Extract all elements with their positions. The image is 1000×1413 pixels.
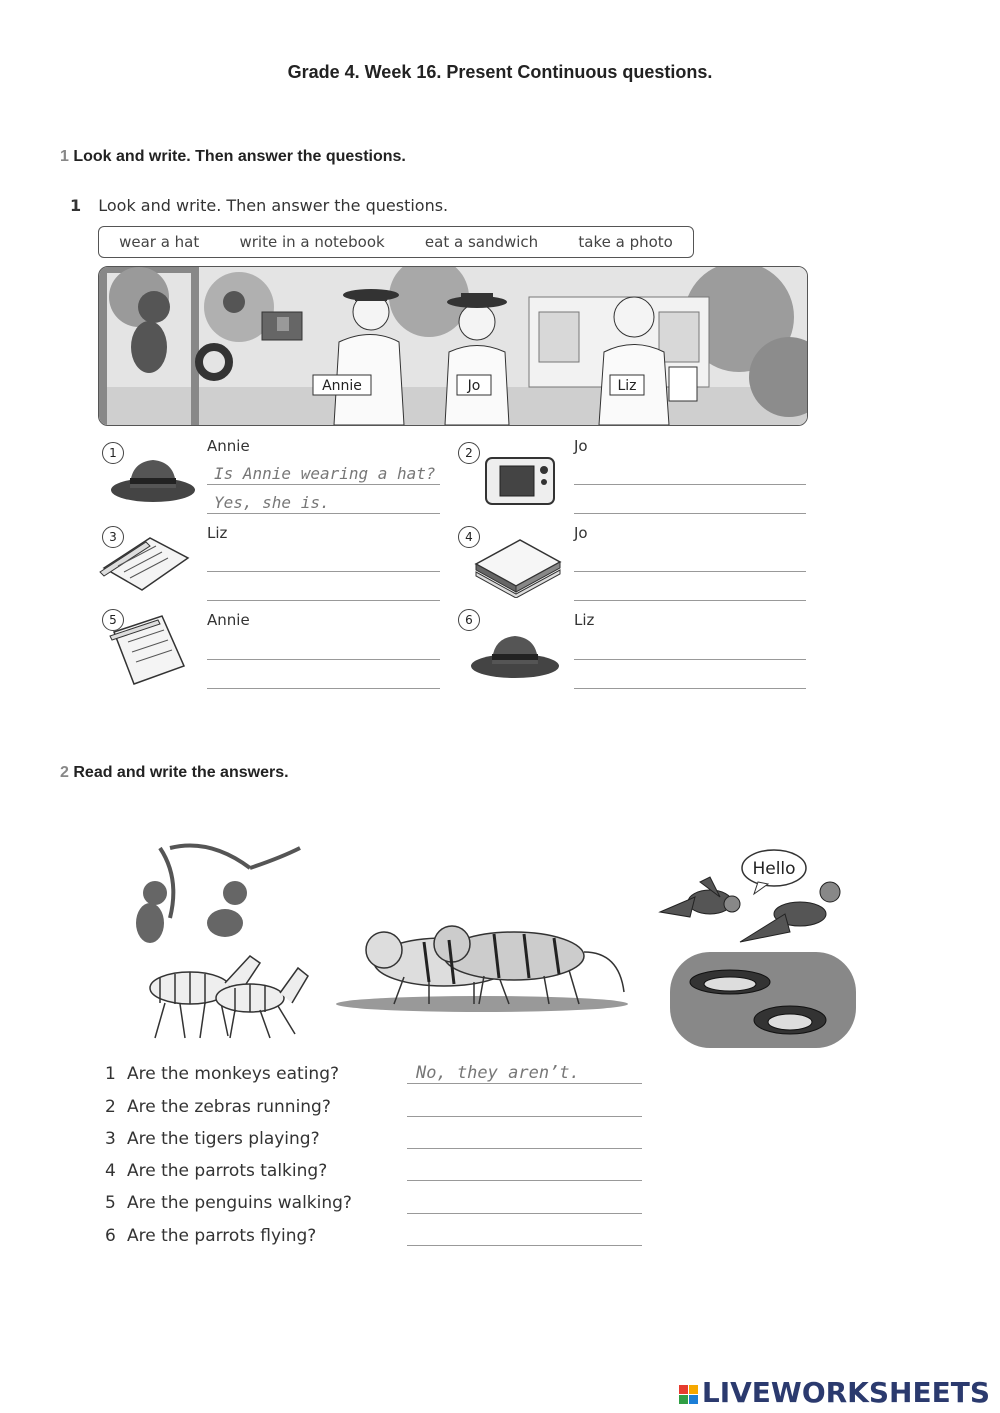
section1-heading-text: Look and write. Then answer the questions.	[73, 148, 406, 165]
question-text: Are the monkeys eating?	[127, 1064, 340, 1084]
answer-field-1[interactable]: No, they aren’t.	[416, 1063, 580, 1083]
answer-line	[407, 1116, 642, 1117]
scene-label-jo: Jo	[467, 378, 481, 394]
phrase-box	[98, 226, 694, 258]
exercise-name: Liz	[574, 611, 595, 629]
speech-bubble-text: Hello	[752, 859, 796, 879]
exercise-number: 3	[102, 526, 124, 548]
sandwich-icon	[470, 534, 564, 598]
zoo-scene-illustration	[98, 266, 808, 426]
exercise-number: 5	[102, 609, 124, 631]
liveworksheets-logo[interactable]	[679, 1376, 990, 1409]
exercise-number: 2	[458, 442, 480, 464]
logo-square-blue-icon	[689, 1395, 698, 1404]
answer-line	[407, 1213, 642, 1214]
exercise-name: Annie	[207, 611, 250, 629]
scene-label-liz: Liz	[617, 378, 637, 394]
question-row	[105, 1064, 339, 1084]
question-text: Are the parrots flying?	[127, 1226, 317, 1246]
answer-line	[574, 484, 806, 485]
section1-heading	[60, 148, 406, 166]
answer-line	[574, 659, 806, 660]
answer-line	[207, 600, 440, 601]
hat-icon	[468, 628, 562, 684]
question-number: 4	[105, 1161, 116, 1181]
section2-heading	[60, 764, 289, 782]
camera-icon	[482, 452, 558, 508]
tigers-illustration	[334, 912, 630, 1012]
exercise-name: Liz	[207, 524, 228, 542]
answer-line	[574, 513, 806, 514]
scene-label-annie: Annie	[322, 378, 362, 394]
answer-line	[407, 1245, 642, 1246]
question-row	[105, 1226, 316, 1246]
hat-icon	[108, 452, 198, 508]
parrots-and-penguins-illustration	[650, 842, 860, 1048]
phrase-item: eat a sandwich	[424, 233, 539, 251]
section1-number: 1	[60, 148, 69, 165]
question-number: 2	[105, 1097, 116, 1117]
question-text: Are the penguins walking?	[127, 1193, 352, 1213]
question-row	[105, 1097, 331, 1117]
question-text: Are the zebras running?	[127, 1097, 331, 1117]
question-number: 6	[105, 1226, 116, 1246]
notebook-icon	[98, 528, 190, 594]
phrase-item: wear a hat	[119, 233, 200, 251]
section2-number: 2	[60, 764, 69, 781]
phrase-item: take a photo	[578, 233, 673, 251]
logo-square-yellow-icon	[689, 1385, 698, 1394]
question-row	[105, 1193, 352, 1213]
phrase-item: write in a notebook	[239, 233, 385, 251]
logo-square-green-icon	[679, 1395, 688, 1404]
answer-line	[207, 659, 440, 660]
exercise-name: Jo	[574, 524, 588, 542]
exercise-name: Annie	[207, 437, 250, 455]
answer-line	[407, 1083, 642, 1084]
answer-line	[574, 600, 806, 601]
answer-line	[574, 571, 806, 572]
exercise-number: 4	[458, 526, 480, 548]
page-title: Grade 4. Week 16. Present Continuous questions.	[287, 62, 713, 82]
zoo-scene-drawing	[99, 267, 807, 425]
answer-line	[407, 1148, 642, 1149]
question-row	[105, 1129, 320, 1149]
book-heading	[70, 196, 448, 215]
section2-heading-text: Read and write the answers.	[73, 764, 289, 781]
answer-line	[207, 484, 440, 485]
monkeys-and-zebras-illustration	[100, 838, 315, 1046]
book-heading-text: Look and write. Then answer the questions.	[98, 196, 449, 215]
answer-line	[207, 688, 440, 689]
question-text: Are the tigers playing?	[127, 1129, 320, 1149]
answer-line	[207, 513, 440, 514]
notebook-icon	[104, 612, 188, 690]
logo-square-red-icon	[679, 1385, 688, 1394]
answer-line	[574, 688, 806, 689]
exercise-number: 1	[102, 442, 124, 464]
answer-question-1[interactable]: Is Annie wearing a hat?	[214, 464, 436, 483]
answer-line	[207, 571, 440, 572]
exercise-name: Jo	[574, 437, 588, 455]
answer-reply-1[interactable]: Yes, she is.	[214, 493, 330, 512]
logo-brand-text: LIVEWORKSHEETS	[701, 1376, 990, 1409]
exercise-number: 6	[458, 609, 480, 631]
question-number: 5	[105, 1193, 116, 1213]
question-number: 3	[105, 1129, 116, 1149]
question-row	[105, 1161, 327, 1181]
book-heading-number: 1	[70, 196, 82, 215]
logo-grid-icon	[679, 1385, 698, 1404]
question-text: Are the parrots talking?	[127, 1161, 328, 1181]
answer-line	[407, 1180, 642, 1181]
question-number: 1	[105, 1064, 116, 1084]
